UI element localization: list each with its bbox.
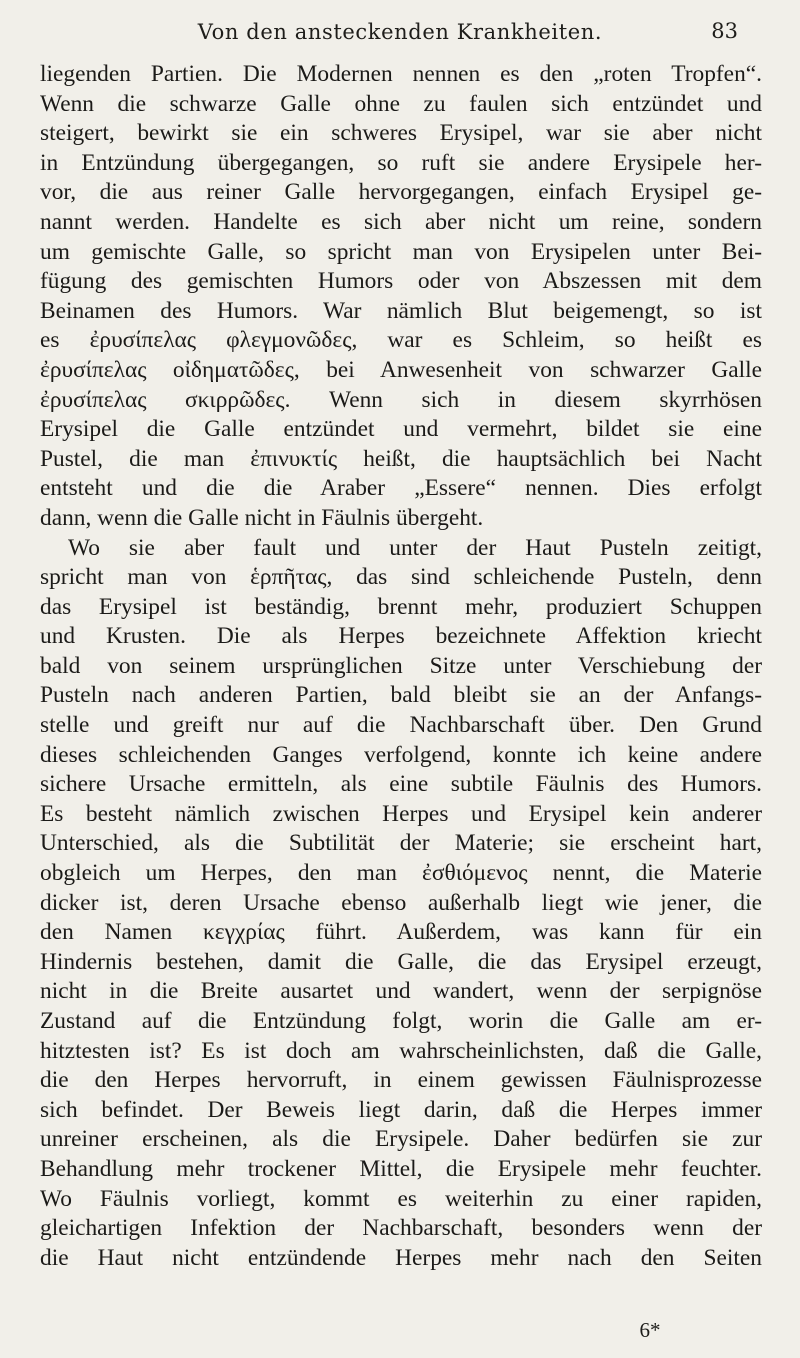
- text-line: Zustand auf die Entzündung folgt, worin die Galle am er-: [40, 1008, 762, 1034]
- text-line: die den Herpes hervorruft, in einem gewissen Fäulnisprozesse: [40, 1067, 762, 1094]
- text-line: hitztesten ist? Es ist doch am wahrscheinlichsten, daß die Galle,: [40, 1037, 762, 1064]
- text-line: liegenden Partien. Die Modernen nennen es den „roten Tropfen“.: [40, 61, 762, 87]
- text-line: vor, die aus reiner Galle hervorgegangen, einfach Erysipel ge-: [40, 179, 762, 206]
- text-line: dann, wenn die Galle nicht in Fäulnis übergeht.: [40, 504, 484, 531]
- text-line: entsteht und die die Araber „Essere“ nennen. Dies erfolgt: [40, 475, 762, 502]
- text-line: steigert, bewirkt sie ein schweres Erysipel, war sie aber nicht: [40, 120, 762, 147]
- text-line: um gemischte Galle, so spricht man von Erysipelen unter Bei-: [40, 238, 762, 265]
- text-line: die Haut nicht entzündende Herpes mehr nach den Seiten: [40, 1244, 762, 1271]
- text-line: Unterschied, als die Subtilität der Materie; sie erscheint hart,: [40, 830, 762, 857]
- text-line: Behandlung mehr trockener Mittel, die Erysipele mehr feuchter.: [40, 1155, 762, 1182]
- text-line: sich befindet. Der Beweis liegt darin, daß die Herpes immer: [40, 1096, 762, 1123]
- text-line: unreiner erscheinen, als die Erysipele. Daher bedürfen sie zur: [40, 1126, 762, 1153]
- text-line: Erysipel die Galle entzündet und vermehrt, bildet sie eine: [40, 416, 762, 443]
- text-line: Wo Fäulnis vorliegt, kommt es weiterhin zu einer rapiden,: [40, 1185, 762, 1212]
- text-line: es ἐρυσίπελας φλεγμονῶδες, war es Schleim, so heißt es: [40, 327, 762, 354]
- text-line: Pustel, die man ἐπινυκτίς heißt, die hauptsächlich bei Nacht: [40, 445, 762, 472]
- text-line: Beinamen des Humors. War nämlich Blut beigemengt, so ist: [40, 297, 762, 324]
- text-line: sichere Ursache ermitteln, als eine subtile Fäulnis des Humors.: [40, 771, 762, 798]
- text-line: Wenn die schwarze Galle ohne zu faulen sich entzündet und: [40, 90, 762, 117]
- text-line: und Krusten. Die als Herpes bezeichnete Affektion kriecht: [40, 623, 762, 650]
- text-line: ἐρυσίπελας οἰδηματῶδες, bei Anwesenheit von schwarzer Galle: [40, 356, 762, 383]
- text-line: spricht man von ἑρπῆτας, das sind schleichende Pusteln, denn: [40, 564, 762, 591]
- signature-mark-text: 6*: [639, 1318, 661, 1342]
- text-line: das Erysipel ist beständig, brennt mehr, produziert Schuppen: [40, 593, 762, 620]
- signature-mark: [0, 1318, 800, 1343]
- text-line: stelle und greift nur auf die Nachbarschaft über. Den Grund: [40, 712, 762, 739]
- text-line: obgleich um Herpes, den man ἐσθιόμενος nennt, die Materie: [40, 860, 762, 887]
- text-line: den Namen κεγχρίας führt. Außerdem, was kann für ein: [40, 919, 762, 946]
- running-head: [0, 14, 800, 48]
- text-line: bald von seinem ursprünglichen Sitze unter Verschiebung der: [40, 652, 762, 679]
- text-line: Wo sie aber fault und unter der Haut Pusteln zeitigt,: [68, 534, 762, 561]
- text-line: dieses schleichenden Ganges verfolgend, konnte ich keine andere: [40, 741, 762, 768]
- text-line: gleichartigen Infektion der Nachbarschaft, besonders wenn der: [40, 1215, 762, 1242]
- text-line: ἐρυσίπελας σκιρρῶδες. Wenn sich in diesem skyrrhösen: [40, 386, 762, 413]
- text-line: nicht in die Breite ausartet und wandert, wenn der serpignöse: [40, 978, 762, 1005]
- text-line: fügung des gemischten Humors oder von Abszessen mit dem: [40, 268, 762, 295]
- text-line: dicker ist, deren Ursache ebenso außerhalb liegt wie jener, die: [40, 889, 762, 916]
- text-line: Pusteln nach anderen Partien, bald bleibt sie an der Anfangs-: [40, 682, 762, 709]
- page-number: 83: [711, 19, 738, 43]
- text-line: Hindernis bestehen, damit die Galle, die das Erysipel erzeugt,: [40, 948, 762, 975]
- text-line: nannt werden. Handelte es sich aber nicht um reine, sondern: [40, 208, 762, 235]
- text-line: Es besteht nämlich zwischen Herpes und Erysipel kein anderer: [40, 800, 762, 827]
- running-title: Von den ansteckenden Krankheiten.: [197, 20, 603, 44]
- text-line: in Entzündung übergegangen, so ruft sie andere Erysipele her-: [40, 149, 762, 176]
- body-text: [40, 60, 762, 1273]
